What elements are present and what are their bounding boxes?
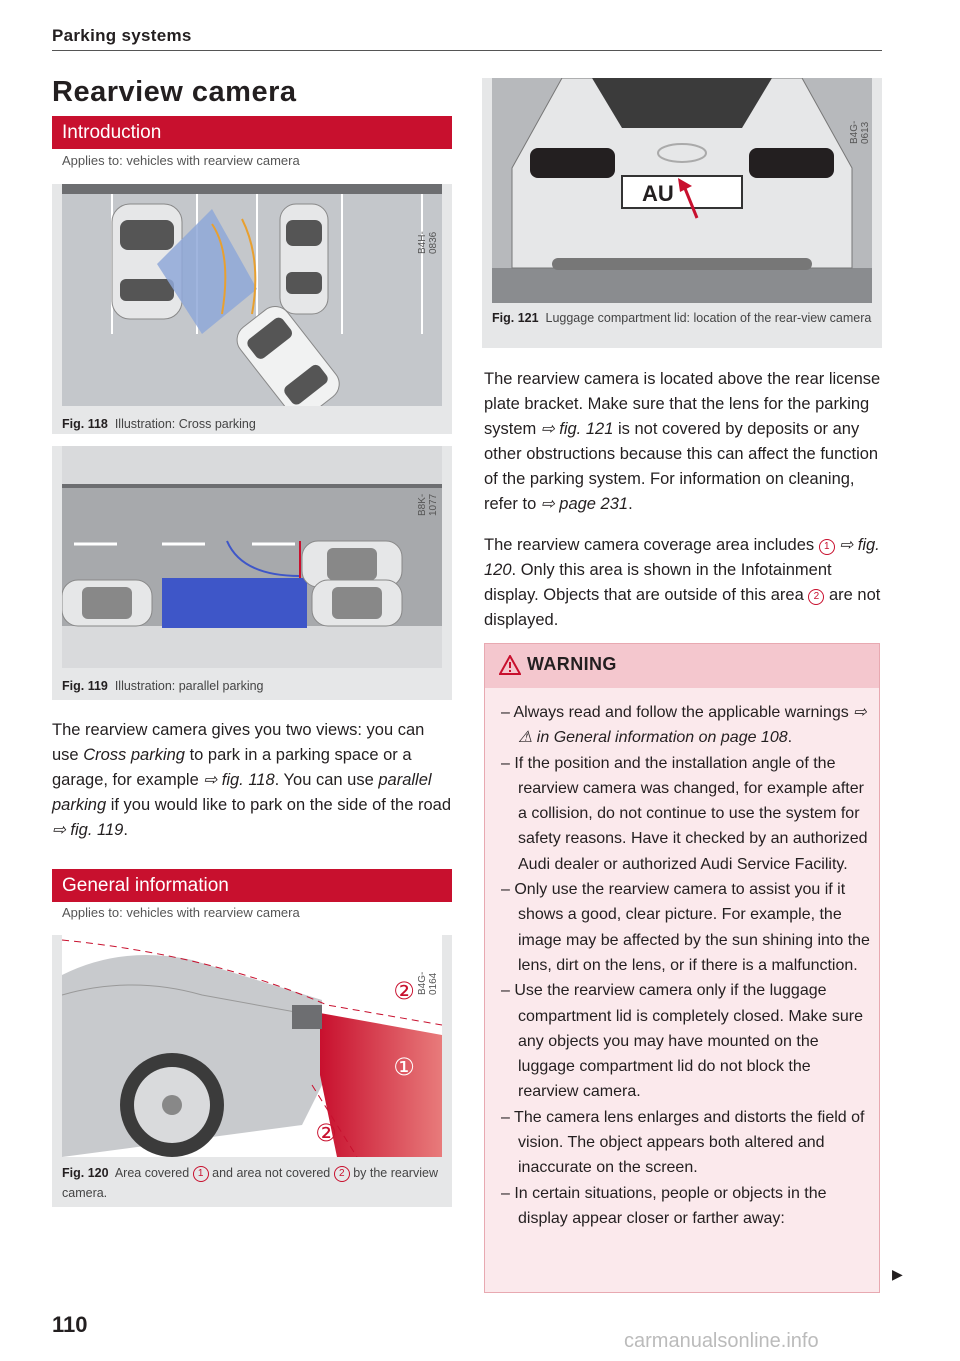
callout-1: 1	[193, 1166, 209, 1182]
cross-parking-illustration	[62, 184, 442, 406]
figure-number: Fig. 118	[62, 417, 108, 431]
callout-1: 1	[819, 539, 835, 555]
page-reference[interactable]: ⇨ ⚠ in General information on page 108	[518, 704, 867, 747]
figure-code: B4G-0613	[849, 120, 871, 144]
text-run: . Only this area is shown in the Infotainment display. Objects that are outside of this area	[484, 561, 832, 604]
intro-applies: Applies to: vehicles with rearview camera	[62, 153, 300, 168]
text-run: – Always read and follow the applicable warnings	[501, 704, 854, 721]
not-covered-marker-top: ②	[393, 977, 415, 1005]
text-run: .	[628, 495, 633, 513]
coverage-paragraph	[484, 533, 884, 633]
text-run: .	[123, 821, 128, 839]
general-applies: Applies to: vehicles with rearview camera	[62, 905, 300, 920]
caption-text: Illustration: parallel parking	[114, 679, 264, 693]
figure-120-caption	[62, 1163, 442, 1203]
figure-code: B8K-1077	[417, 493, 439, 516]
parked-car-front	[62, 580, 152, 626]
parked-car-rear	[312, 580, 402, 626]
text-run: if you would like to park on the side of the road	[106, 796, 451, 814]
warning-header	[485, 644, 879, 688]
warning-title: WARNING	[527, 654, 617, 674]
intro-heading: Introduction	[52, 116, 452, 149]
figure-118	[52, 184, 452, 434]
caption-text: by the rearview camera.	[62, 1166, 438, 1200]
warning-box	[484, 643, 880, 1293]
figure-code: B4G-0164	[417, 971, 439, 995]
page-title: Rearview camera	[52, 76, 297, 108]
warning-item: – Use the rearview camera only if the luggage compartment lid is completely closed. Make sure any objects you may have mounted on the luggage compartment lid do not block the rearview camera.	[501, 982, 864, 1101]
not-covered-marker-bottom: ②	[315, 1119, 337, 1147]
page-reference[interactable]: ⇨ page 231	[540, 495, 629, 513]
warning-item: – In certain situations, people or objects in the display appear closer or farther away:	[501, 1184, 827, 1227]
general-heading: General information	[52, 869, 452, 902]
figure-121	[482, 78, 882, 348]
figure-reference[interactable]: ⇨ fig. 119	[52, 821, 124, 839]
figure-reference[interactable]: ⇨ fig. 121	[540, 420, 614, 438]
text-run: are not displayed.	[484, 586, 881, 629]
text-run: .	[787, 729, 793, 747]
figure-number: Fig. 121	[492, 311, 539, 325]
page-number: 110	[52, 1312, 88, 1337]
caption-text: and area not covered	[208, 1166, 334, 1180]
figure-number: Fig. 119	[62, 679, 108, 693]
wheel	[120, 1053, 224, 1157]
callout-2: 2	[334, 1166, 350, 1182]
text-run: . You can use	[274, 771, 379, 789]
continue-arrow-icon: ▶	[892, 1266, 903, 1282]
coverage-area-illustration	[62, 935, 442, 1157]
warning-triangle-icon	[499, 655, 521, 675]
figure-119	[52, 446, 452, 700]
text-run: The rearview camera is located above the rear license plate bracket. Make sure that the lens for the parking system	[484, 370, 881, 438]
warning-list	[501, 700, 871, 1231]
section-header: Parking systems	[52, 26, 192, 45]
figure-reference[interactable]: ⇨ fig. 118	[203, 771, 275, 789]
callout-2: 2	[808, 589, 824, 605]
emphasis: Cross parking	[83, 746, 185, 764]
header-divider	[52, 50, 882, 51]
figure-118-caption	[62, 414, 256, 434]
warning-item	[501, 700, 871, 751]
figure-reference[interactable]: ⇨ fig. 120	[484, 536, 880, 579]
parked-car-right	[280, 204, 328, 314]
text-run: The rearview camera coverage area includes	[484, 536, 819, 554]
figure-119-caption	[62, 676, 264, 696]
watermark: carmanualsonline.info	[624, 1330, 819, 1352]
caption-text: Area covered	[114, 1166, 193, 1180]
figure-120	[52, 935, 452, 1207]
warning-item: – The camera lens enlarges and distorts the field of vision. The object appears both altered and inaccurate on the screen.	[501, 1108, 865, 1177]
text-run: The rearview camera gives you two views: you can use	[52, 721, 425, 764]
text-run: is not covered by deposits or any other obstructions because this can affect the function of the parking system. For information on cleaning, refer to	[484, 420, 879, 513]
emphasis: parallel parking	[52, 771, 432, 814]
warning-item: – Only use the rearview camera to assist you if it shows a good, clear picture. For example, the image may be affected by the sun shining into the lens, dirt on the lens, or if there is a malfunction.	[501, 881, 870, 974]
warning-item: – If the position and the installation angle of the rearview camera was changed, for example after a collision, do not continue to use the system for safety reasons. Have it checked by an authorized Audi dealer or authorized Audi Service Facility.	[501, 754, 868, 873]
figure-121-caption	[492, 308, 872, 328]
intro-paragraph	[52, 718, 452, 843]
caption-text: Illustration: Cross parking	[114, 417, 256, 431]
luggage-lid-illustration	[492, 78, 872, 303]
license-plate: AU	[642, 181, 674, 206]
parallel-parking-illustration	[62, 446, 442, 668]
camera-location-paragraph	[484, 367, 884, 517]
figure-number: Fig. 120	[62, 1166, 109, 1180]
figure-code: B4H-0836	[417, 231, 439, 254]
text-run: to park in a parking space or a garage, for example	[52, 746, 412, 789]
covered-marker: ①	[393, 1053, 415, 1081]
caption-text: Luggage compartment lid: location of the rear-view camera	[545, 311, 872, 325]
